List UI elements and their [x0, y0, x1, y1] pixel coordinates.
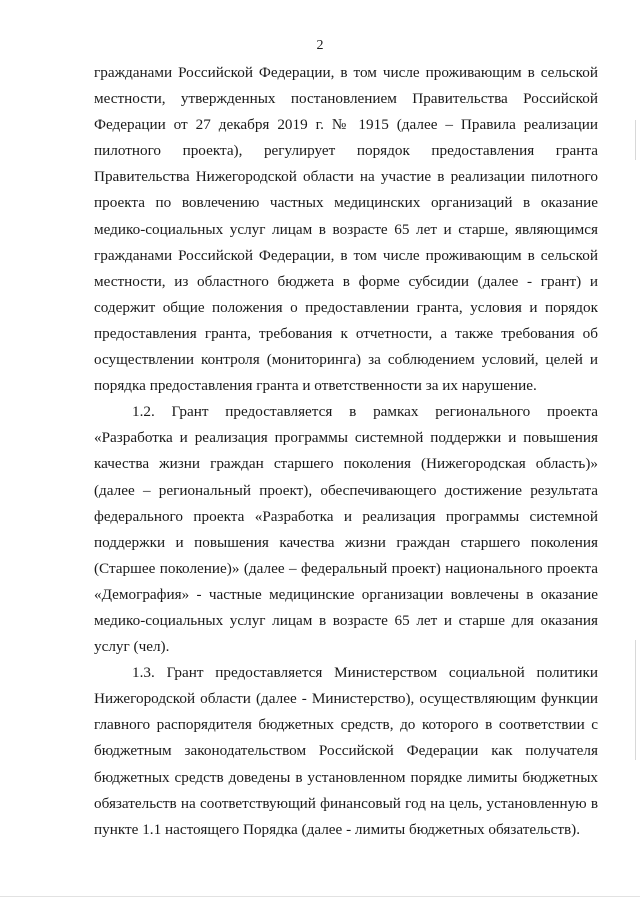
text-line: 1.2. Грант предоставляется в рамках регионального проекта	[132, 403, 598, 421]
paragraph-1-3	[94, 660, 598, 843]
text-line: услуг (чел).	[94, 638, 170, 656]
text-line: медико-социальных услуг лицам в возрасте 65 лет и старше, являющимся	[94, 220, 598, 238]
text-line: порядка предоставления гранта и ответственности за их нарушение.	[94, 377, 537, 395]
text-line: «Демография» - частные медицинские организации вовлечены в оказание	[94, 585, 598, 603]
text-line: главного распорядителя бюджетных средств, до которого в соответствии с	[94, 716, 598, 734]
text-line: качества жизни граждан старшего поколения (Нижегородская область)»	[94, 455, 598, 473]
document-body	[94, 60, 598, 843]
page-number: 2	[316, 38, 324, 53]
scan-artifact	[635, 640, 636, 760]
text-line: поддержки и повышения качества жизни граждан старшего поколения	[94, 533, 598, 551]
text-line: (Старшее поколение)» (далее – федеральный проект) национального проекта	[94, 559, 598, 577]
text-line: Нижегородской области (далее - Министерство), осуществляющим функции	[94, 690, 598, 708]
text-line: Правительства Нижегородской области на участие в реализации пилотного	[94, 168, 598, 186]
text-line: 1.3. Грант предоставляется Министерством социальной политики	[132, 664, 598, 682]
text-line: федерального проекта «Разработка и реализация программы системной	[94, 507, 598, 525]
text-line: содержит общие положения о предоставлении гранта, условия и порядок	[94, 298, 598, 316]
scan-artifact	[0, 896, 640, 897]
scan-artifact	[635, 120, 636, 160]
paragraph-1-2	[94, 399, 598, 660]
text-line: Федерации от 27 декабря 2019 г. № 1915 (далее – Правила реализации	[94, 116, 598, 134]
text-line: пилотного проекта), регулирует порядок предоставления гранта	[94, 142, 598, 160]
text-line: местности, утвержденных постановлением Правительства Российской	[94, 90, 598, 108]
text-line: обязательств на соответствующий финансовый год на цель, установленную в	[94, 794, 598, 812]
text-line: «Разработка и реализация программы системной поддержки и повышения	[94, 429, 598, 447]
text-line: пункте 1.1 настоящего Порядка (далее - лимиты бюджетных обязательств).	[94, 820, 580, 838]
text-line: (далее – региональный проект), обеспечивающего достижение результата	[94, 481, 598, 499]
text-line: бюджетных средств доведены в установленном порядке лимиты бюджетных	[94, 768, 598, 786]
paragraph-intro-continuation	[94, 60, 598, 399]
text-line: гражданами Российской Федерации, в том числе проживающим в сельской	[94, 246, 598, 264]
text-line: бюджетным законодательством Российской Федерации как получателя	[94, 742, 598, 760]
text-line: предоставления гранта, требования к отчетности, а также требования об	[94, 324, 598, 342]
text-line: гражданами Российской Федерации, в том числе проживающим в сельской	[94, 64, 598, 81]
text-line: местности, из областного бюджета в форме субсидии (далее - грант) и	[94, 272, 598, 290]
text-line: осуществлении контроля (мониторинга) за соблюдением условий, целей и	[94, 351, 598, 369]
text-line: проекта по вовлечению частных медицинских организаций в оказание	[94, 194, 598, 212]
text-line: медико-социальных услуг лицам в возрасте 65 лет и старше для оказания	[94, 611, 598, 629]
